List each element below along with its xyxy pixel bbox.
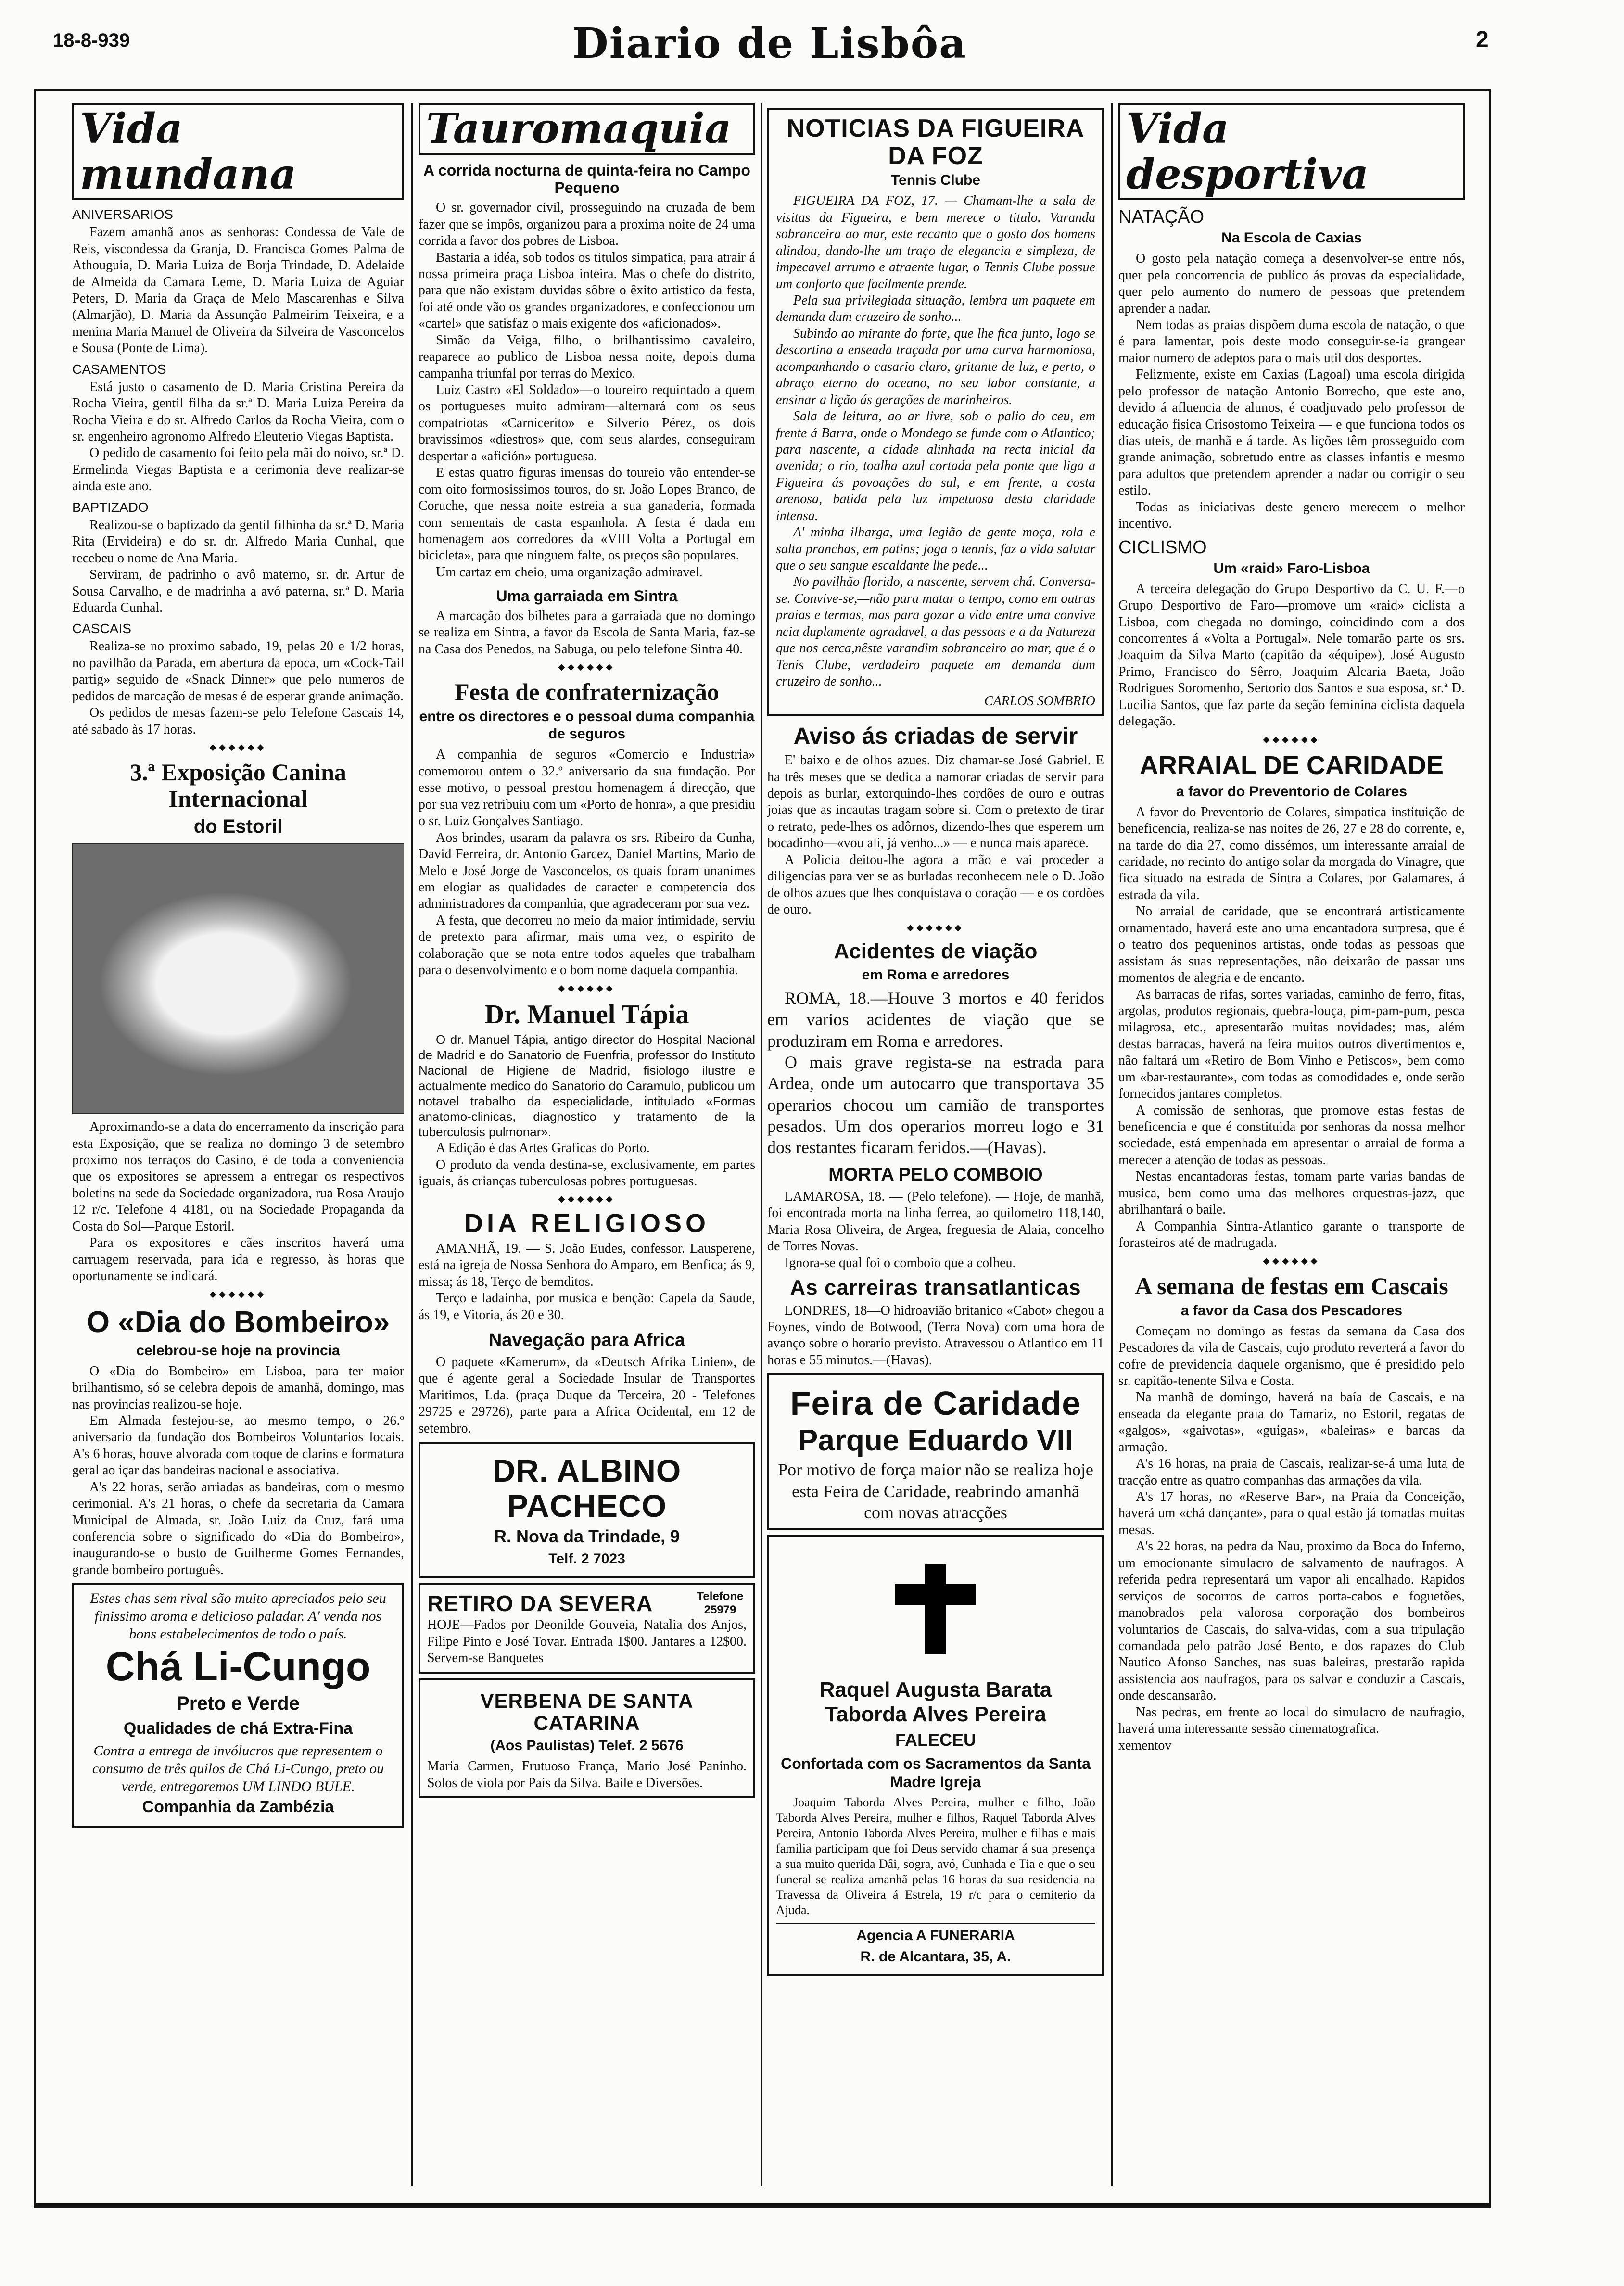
article-title: Uma garraiada em Sintra (496, 587, 678, 605)
subhead: CASCAIS (72, 621, 131, 636)
column-rule (411, 103, 413, 2186)
paragraph: No pavilhão florido, a nascente, servem chá. Conversa-se. Convive-se,—não para matar o tempo, como em outras praias e termas, mas para gozar a vida entre uma convive ncia duplamente agradavel, a das pessoas e a da Natureza que nos cerca,nêste varandim sobranceiro ao mar, que é o Tenis Clube, verdadeiro paquete em demanda dum cruzeiro de sonho... (776, 574, 1095, 689)
paragraph: No arraial de caridade, que se encontrará artisticamente ornamentado, haverá este ano uma encantadora surpresa, que é o teatro dos pequeninos artistas, onde todas as pessoas que assistam ás suas representações, não deixarão de passar uns momentos de alegria e de encanto. (1118, 904, 1465, 986)
separator: ◆◆◆◆◆◆ (558, 1194, 616, 1204)
article-title: 3.ª Exposição Canina Internacional (130, 759, 346, 813)
paragraph: Nestas encantadoras festas, tomam parte varias bandas de musica, bem como uma das melhores orquestras-jazz, que abrilhantará o baile. (1118, 1169, 1465, 1218)
paragraph: Em Almada festejou-se, ao mesmo tempo, o 26.º aniversario da fundação dos Bombeiros Voluntarios locais. A's 6 horas, houve alvorada com toque de clarins e formatura geral ao içar das bandeiras nacional e associativa. (72, 1413, 404, 1478)
section-title: Tauromaquia (419, 103, 755, 155)
subhead: CASAMENTOS (72, 361, 166, 377)
article-title: NOTICIAS DA FIGUEIRA DA FOZ (787, 114, 1085, 170)
column-vida-mundana (72, 103, 404, 2186)
ad-body: Contra a entrega de invólucros que representem o consumo de três quilos de Chá Li-Cungo, preto ou verde, entregaremos UM LINDO BULE. (92, 1742, 384, 1794)
article-title: A semana de festas em Cascais (1135, 1272, 1448, 1299)
article-title: Navegação para Africa (488, 1330, 685, 1351)
section-title: Vida mundana (72, 103, 404, 200)
subhead: CICLISMO (1118, 537, 1207, 558)
paragraph: A Edição é das Artes Graficas do Porto. (436, 1141, 650, 1156)
ad-address: R. Nova da Trindade, 9 (494, 1526, 680, 1547)
ad-quality: Qualidades de chá Extra-Fina (123, 1719, 353, 1738)
paragraph: A's 16 horas, na praia de Cascais, realizar-se-á uma luta de tracção entre as quatro companhas das armações da vila. (1118, 1456, 1465, 1488)
dog-photo (72, 843, 404, 1114)
paragraph: O pedido de casamento foi feito pela mãi do noivo, sr.ª D. Ermelinda Viegas Baptista e a cerimonia deve realizar-se ainda este ano. (72, 445, 404, 494)
paragraph: O paquete «Kamerum», da «Deutsch Afrika Linien», de que é agente geral a Sociedade Insular de Transportes Maritimos, Lda. (praça Duque da Terceira, 20 - Telefones 29725 e 29726), parte para a Africa Ocidental, em 12 de setembro. (419, 1354, 755, 1436)
article-title: O «Dia do Bombeiro» (86, 1305, 390, 1339)
paragraph: As barracas de rifas, sortes variadas, caminho de ferro, fitas, argolas, produtos regionais, quebra-louça, pim-pam-pum, pesca milagrosa, etc., apresentarão muitas novidades; mas, além destas barracas, haverá na feira muitos outros divertimentos e, não faltará um «Retiro de Bom Vinho e Petiscos», bem como um «bar-restaurante», com todas as comodidades e, onde serão fornecidos jantares completos. (1118, 987, 1465, 1102)
paragraph: E' baixo e de olhos azues. Diz chamar-se José Gabriel. E ha três meses que se dedica a namorar criadas de servir para depois as burlar, extorquindo-lhes cordões de ouro e outras joias que as incautas tragam sobre si. Com o pretexto de tirar o retrato, pede-lhes os adôrnos, dizendo-lhes que esperem um bocadinho—«vou ali, já venho...» — e nunca mais aparece. (767, 753, 1104, 851)
ad-phone: Telefone 25979 (697, 1590, 744, 1617)
paragraph: Aos brindes, usaram da palavra os srs. Ribeiro da Cunha, David Ferreira, dr. Antonio Garcez, Daniel Martins, Mario de Melo e José Jorge de Vasconcelos, os quais foram unanimes em elogiar as qualidades de caracter e competencia dos administradores da companhia, que agradeceram por sua vez. (419, 830, 755, 912)
paragraph: Subindo ao mirante do forte, que lhe fica junto, logo se descortina a enseada traçada por uma curva harmoniosa, acompanhando o casario claro, gritante de luz, e perto, o abraço eterno do oceano, no seu labor constante, a ensinar a lição ás gerações de marinheiros. (776, 326, 1095, 407)
obituary-body: Joaquim Taborda Alves Pereira, mulher e filho, João Taborda Alves Pereira, mulher e filhos, Raquel Taborda Alves Pereira, Antonio Taborda Alves Pereira, mulher e filhas e mais familia participam que foi Deus servido chamar á sua presença a sua muito querida Dâi, sogra, avó, Cunhada e Tia e que o seu funeral se realiza amanhã pelas 16 horas da sua residencia na Travessa da Oliveira á Estrela, 19 r/c para o cemiterio da Ajuda. (776, 1795, 1095, 1918)
notice-subtitle: Parque Eduardo VII (798, 1424, 1073, 1458)
paragraph: Felizmente, existe em Caxias (Lagoal) uma escola dirigida pelo professor de natação Antonio Borrecho, que este ano, devido á afluencia de alunos, é coadjuvado pelo professor de educação fisica Crisostomo Teixeira — e que funciona todos os dias uteis, de manhã e á tarde. As lições têm prosseguido com grande animação, sobretudo entre as classes infantis e mesmo para adultos que pretendem aprender a nadar ou corrigir o seu estilo. (1118, 367, 1465, 498)
paragraph: Todas as iniciativas deste genero merecem o melhor incentivo. (1118, 499, 1465, 532)
obituary-faleceu: FALECEU (895, 1730, 976, 1750)
paragraph: Serviram, de padrinho o avô materno, sr. dr. Artur de Sousa Carvalho, e de madrinha a avó paterna, sr.ª D. Maria Eduarda Cunhal. (72, 567, 404, 615)
article-subtitle: entre os directores e o pessoal duma companhia de seguros (419, 709, 755, 742)
paragraph: Os pedidos de mesas fazem-se pelo Telefone Cascais 14, até sabado às 17 horas. (72, 705, 404, 737)
column-rule (761, 103, 762, 2186)
paragraph: O gosto pela natação começa a desenvolver-se entre nós, quer pela concorrencia de publico ás provas da especialidade, quer pelo aumento do numero de pessoas que pretendem aprender a nadar. (1118, 251, 1465, 316)
column-vida-desportiva (1118, 103, 1465, 2186)
paragraph: A marcação dos bilhetes para a garraiada que no domingo se realiza em Sintra, a favor da Escola de Santa Maria, faz-se na Casa dos Penedos, na Sabuga, ou pelo telefone Sintra 40. (419, 609, 755, 657)
paragraph: Na manhã de domingo, haverá na baía de Cascais, e na enseada da elegante praia do Tamariz, no Estoril, regatas de «galgos», «gaivotas», «guigas», «baleiras» e barcas da armação. (1118, 1390, 1465, 1455)
paragraph: A festa, que decorreu no meio da maior intimidade, serviu de pretexto para afirmar, mais uma vez, o espirito de colaboração que se nota entre todos aqueles que trabalham para o desenvolvimento e o bom nome daquela companhia. (419, 913, 755, 978)
paragraph: FIGUEIRA DA FOZ, 17. — Chamam-lhe a sala de visitas da Figueira, e bem merece o titulo. Varanda sobranceira ao mar, este recanto que o gosto dos homens alindou, dando-lhe um traço de elegancia e simpleza, de impecavel arrumo e atraente lugar, o Tennis Clube possue um conforto que facilmente prende. (776, 193, 1095, 292)
feira-caridade-notice (767, 1373, 1104, 1530)
separator: ◆◆◆◆◆◆ (209, 742, 267, 752)
paragraph: LONDRES, 18—O hidroavião britanico «Cabot» chegou a Foynes, vindo de Botwood, (Terra Nova) com uma hora de avanço sobre o horario previsto. Atravessou o Atlantico em 11 horas e 55 minutos.—(Havas). (767, 1303, 1104, 1368)
column-noticias (767, 103, 1104, 2186)
paragraph: Realizou-se o baptizado da gentil filhinha da sr.ª D. Maria Rita (Ervideira) e do sr. dr. Alfredo Maria Cunhal, que recebeu o nome de Ana Maria. (72, 517, 404, 566)
separator: ◆◆◆◆◆◆ (1263, 1256, 1320, 1266)
figueira-article (767, 108, 1104, 716)
ad-intro: Estes chas sem rival são muito apreciados pelo seu finissimo aroma e delicioso paladar. A' venda nos bons estabelecimentos de todo o país. (90, 1590, 386, 1642)
article-subtitle: a favor do Preventorio de Colares (1176, 783, 1408, 800)
ad-company: Companhia da Zambézia (142, 1798, 334, 1816)
paragraph: O sr. governador civil, prosseguindo na cruzada de bem fazer que se impôs, organizou para a proxima noite de 24 uma corrida a favor dos pobres de Lisboa. (419, 200, 755, 249)
verbena-ad (419, 1678, 755, 1798)
signature: xementov (1118, 1738, 1172, 1753)
paragraph: A's 22 horas, serão arriadas as bandeiras, com o mesmo cerimonial. A's 21 horas, o chefe da secretaria da Camara Municipal de Almada, sr. João Luiz da Cruz, fará uma conferencia sobre o significado do «Dia do Bombeiro», inaugurando-se o busto de Guilherme Gomes Fernandes, grande bombeiro português. (72, 1479, 404, 1577)
notice-body: Por motivo de força maior não se realiza hoje esta Feira de Caridade, reabrindo amanhã com novas atracções (778, 1460, 1093, 1522)
article-title: ARRAIAL DE CARIDADE (1139, 750, 1444, 780)
paragraph: A companhia de seguros «Comercio e Industria» comemorou ontem o 32.º aniversario da sua fundação. Por esse motivo, o pessoal prestou homenagem á direcção, que por sua vez retribuiu com um «Porto de honra», a que presidiu o sr. Luiz Gonçalves Santiago. (419, 747, 755, 829)
paragraph: O produto da venda destina-se, exclusivamente, em partes iguais, ás crianças tuberculosas pobres portuguesas. (419, 1157, 755, 1189)
ad-title: Chá Li-Cungo (105, 1643, 371, 1689)
newspaper-title: Diario de Lisbôa (572, 19, 967, 68)
signature: CARLOS SOMBRIO (984, 693, 1095, 709)
deceased-name: Raquel Augusta Barata Taborda Alves Pereira (819, 1678, 1052, 1726)
paragraph: A' minha ilharga, uma legião de gente moça, rola e salta pranchas, em patins; joga o tennis, faz a vida salutar que o seu sangue escaldante lhe pede... (776, 525, 1095, 573)
paragraph: O «Dia do Bombeiro» em Lisboa, para ter maior brilhantismo, só se celebra depois de amanhã, domingo, mas nas provincias realizou-se hoje. (72, 1363, 404, 1412)
article-subtitle: celebrou-se hoje na provincia (136, 1342, 340, 1359)
tea-advertisement (72, 1583, 404, 1828)
page-number: 2 (1476, 27, 1489, 52)
paragraph: A's 22 horas, na pedra da Nau, proximo da Boca do Inferno, um emocionante simulacro de salvamento de naufragos. A referida pedra representará um vapor ali encalhado. Rapidos serviços de socorros de carros porta-cabos e foguetões, manobrados pela valorosa corporação dos bombeiros voluntarios de Cascais, do salva-vidas, com a sua tripulação comandada pelo patrão José Bento, e dos rapazes do Club Nautico Afonso Sanches, nas suas baleiras, prestarão rapida assistencia aos naufragos, para os salvar e conduzir a Cascais, onde descansarão. (1118, 1539, 1465, 1703)
article-title: Dr. Manuel Tápia (484, 999, 689, 1029)
paragraph: Realiza-se no proximo sabado, 19, pelas 20 e 1/2 horas, no pavilhão da Parada, em abertura da epoca, um «Cock-Tail partig» seguido de «Snack Dinner» que pelo numeros de pedidos de marcação de mesas é de esperar grande animação. (72, 639, 404, 704)
funeral-agency-address: R. de Alcantara, 35, A. (860, 1949, 1011, 1965)
paragraph: A comissão de senhoras, que promove estas festas de beneficencia e que é constituida por senhoras da nossa melhor sociedade, está empenhada em apresentar o arraial de forma a merecer a atenção de todas as pessoas. (1118, 1103, 1465, 1168)
separator: ◆◆◆◆◆◆ (1263, 734, 1320, 744)
paragraph: Luiz Castro «El Soldado»—o toureiro requintado a quem os portugueses muito admiram—alternará com os seus compatriotas «Carnicerito» e Silverio Pérez, os dois bravissimos «diestros» que, com seus alardes, conseguiram despertar a «afición» portuguesa. (419, 382, 755, 464)
albino-pacheco-ad (419, 1442, 755, 1578)
paragraph: O mais grave regista-se na estrada para Ardea, onde um autocarro que transportava 35 operarios chocou um camião de transportes pesados. Um dos operarios morreu logo e 31 dos restantes ficaram feridos.—(Havas). (767, 1053, 1104, 1157)
paragraph: Aproximando-se a data do encerramento da inscrição para esta Exposição, que se realiza no domingo 3 de setembro proximo nos terraços do Casino, é de toda a conveniencia que os expositores se apressem a entregar os respectivos boletins na sede da Sociedade organizadora, rua Rosa Araujo 12 r/c. Telefone 4 4181, ou na Sociedade Propaganda da Costa do Sol—Parque Estoril. (72, 1119, 404, 1234)
article-subtitle: Um «raid» Faro-Lisboa (1213, 560, 1370, 576)
paragraph: O dr. Manuel Tápia, antigo director do Hospital Nacional de Madrid e do Sanatorio de Fuenfria, professor do Instituto Nacional de Higiene de Madrid, fisiologo ilustre e actualmente medico do Sanatorio do Caramulo, publicou um notavel trabalho da especialidade, intitulado «Formas anatomo-clinicas, diagnostico y tratamento de la tuberculosis pulmonar». (419, 1032, 755, 1140)
article-subtitle: do Estoril (193, 816, 283, 838)
bottom-rule (34, 2206, 1491, 2208)
section-title: Vida desportiva (1118, 103, 1465, 200)
ad-body: HOJE—Fados por Deonilde Gouveia, Natalia dos Anjos, Filipe Pinto e José Tovar. Entrada 1$00. Jantares a 12$00. Servem-se Banquetes (427, 1617, 747, 1666)
paragraph: A terceira delegação do Grupo Desportivo da C. U. F.—o Grupo Desportivo de Faro—promove um «raid» ciclista a Lisboa, com chegada no domingo, coincidindo com a dos concorrentes á «Volta a Portugal». Nele tomarão parte os srs. Joaquim da Silva Marto (capitão da «équipe»), José Augusto Primo, Francisco do Sêrro, Joaquim Alcaria Baeta, João Rodrigues Soromenho, Sertorio dos Santos e sua esposa, sr.ª D. Lucilia Santos, que faz parte da seção feminina ciclista daquela delegação. (1118, 581, 1465, 729)
article-title: A corrida nocturna de quinta-feira no Campo Pequeno (423, 161, 750, 197)
article-title: Aviso ás criadas de servir (793, 723, 1078, 749)
ad-title: DR. ALBINO PACHECO (492, 1453, 682, 1524)
separator: ◆◆◆◆◆◆ (558, 983, 616, 993)
paragraph: A's 17 horas, no «Reserve Bar», na Praia da Conceição, haverá um «chá dançante», para o qual estão já tomadas muitas mesas. (1118, 1489, 1465, 1537)
paragraph: AMANHÃ, 19. — S. João Eudes, confessor. Lausperene, está na igreja de Nossa Senhora do Amparo, em Benfica; ás 9, missa; ás 18, Terço de bemditos. (419, 1241, 755, 1289)
article-subtitle: Na Escola de Caxias (1221, 230, 1362, 246)
article-subtitle: em Roma e arredores (862, 967, 1010, 983)
separator: ◆◆◆◆◆◆ (209, 1289, 267, 1299)
paragraph: Para os expositores e cães inscritos haverá uma carruagem reservada, para ida e regresso, às horas que oportunamente se indicará. (72, 1235, 404, 1284)
obituary-notice (767, 1535, 1104, 1976)
paragraph: Um cartaz em cheio, uma organização admiravel. (436, 564, 703, 580)
paragraph: A Companhia Sintra-Atlantico garante o transporte de forasteiros até de madrugada. (1118, 1219, 1465, 1251)
article-title: Festa de confraternização (455, 678, 719, 706)
subhead: BAPTIZADO (72, 499, 149, 515)
separator: ◆◆◆◆◆◆ (907, 922, 964, 932)
paragraph: Pela sua privilegiada situação, lembra um paquete em demanda dum cruzeiro de sonho... (776, 293, 1095, 325)
paragraph: Fazem amanhã anos as senhoras: Condessa de Vale de Reis, viscondessa da Granja, D. Francisca Gomes Palma de Athouguia, D. Maria Luiza de Borja Trindade, D. Adelaide de Almeida da Camara Leme, D. Maria Luiza de Aguiar Peters, D. Maria da Graça de Melo Mascarenhas e Silva (Almarjão), D. Maria da Assunção Palmeirim Teixeira, e a menina Maria Manuel de Oliveira da Silveira de Vasconcelos e Sousa (Ponte de Lima). (72, 225, 404, 356)
obituary-confortada: Confortada com os Sacramentos da Santa Madre Igreja (781, 1754, 1091, 1791)
paragraph: Terço e ladainha, por musica e benção: Capela da Saude, ás 19, e Vitoria, ás 20 e 30. (419, 1291, 755, 1322)
ad-body: Maria Carmen, Frutuoso França, Mario José Paninho. Solos de viola por Pais da Silva. Baile e Diversões. (427, 1759, 747, 1791)
paragraph: Ignora-se qual foi o comboio que a colheu. (785, 1255, 1016, 1270)
paragraph: LAMAROSA, 18. — (Pelo telefone). — Hoje, de manhã, foi encontrada morta na linha ferrea, ao quilometro 118,140, Maria Rosa Oliveira, de Argea, freguesia de Alaia, concelho de Torres Novas. (767, 1189, 1104, 1254)
cross-icon (863, 1546, 1008, 1671)
column-tauromaquia (419, 103, 755, 2186)
ad-title: RETIRO DA SEVERA (427, 1591, 653, 1616)
paragraph: Nem todas as praias dispõem duma escola de natação, o que é para lamentar, pois deste modo conseguir-se-ia grangear maior numero de adeptos para o mais util dos desportes. (1118, 317, 1465, 366)
paragraph: Sala de leitura, ao ar livre, sob o palio do ceu, em frente á Barra, onde o Mondego se funde com o Atlantico; para nascente, a cidade alinhada na recta inicial da avenida; o rio, toalha azul cortada pela ponte que liga a Figueira ás povoações do sul, e em frente, a costa arenosa, batida pela luz impetuosa desta claridade intensa. (776, 409, 1095, 523)
article-subtitle: Tennis Clube (890, 172, 981, 189)
article-subtitle: a favor da Casa dos Pescadores (1180, 1302, 1403, 1319)
ad-subtitle: Preto e Verde (177, 1692, 300, 1714)
notice-title: Feira de Caridade (790, 1384, 1081, 1422)
column-rule (1111, 103, 1113, 2186)
paragraph: Simão da Veiga, filho, o brilhantissimo cavaleiro, reaparece ao publico de Lisboa nessa noite, depois duma campanha triunfal por terras do Mexico. (419, 332, 755, 381)
ad-phone: Telf. 2 7023 (548, 1551, 625, 1567)
paragraph: A favor do Preventorio de Colares, simpatica instituição de beneficencia, realiza-se nas noites de 26, 27 e 28 do corrente, e, na tarde do dia 27, como dissémos, um interessante arraial de caridade, no recinto do antigo solar da morgada do Vinagre, que fica situado na estrada de Sintra a Colares, por Galamares, á estrada da vila. (1118, 804, 1465, 902)
paragraph: Começam no domingo as festas da semana da Casa dos Pescadores da vila de Cascais, cujo produto reverterá a favor do cofre de previdencia daquele organismo, que é presidido pelo sr. capitão-tenente Silva e Costa. (1118, 1323, 1465, 1388)
article-title: DIA RELIGIOSO (464, 1208, 710, 1238)
article-title: As carreiras transatlanticas (790, 1276, 1081, 1300)
separator: ◆◆◆◆◆◆ (558, 662, 616, 672)
subhead: ANIVERSARIOS (72, 207, 174, 222)
article-title: MORTA PELO COMBOIO (828, 1165, 1043, 1185)
subhead: NATAÇÃO (1118, 207, 1205, 228)
issue-date: 18-8-939 (53, 30, 130, 51)
paragraph: Bastaria a idéa, sob todos os titulos simpatica, para atrair á nossa primeira praça Lisboa inteira. Mas o chefe do distrito, para que não existam duvidas sôbre o êxito artistico da festa, foi até onde vão os grandes organizadores, e confeccionou um «cartel» que satisfaz o mais exigente dos «aficionados». (419, 250, 755, 331)
funeral-agency: Agencia A FUNERARIA (776, 1923, 1095, 1944)
retiro-severa-ad (419, 1583, 755, 1673)
paragraph: Está justo o casamento de D. Maria Cristina Pereira da Rocha Vieira, gentil filha da sr.ª D. Maria Luiza Pereira da Rocha Vieira e do sr. Alfredo Carlos da Rocha Vieira, com o sr. engenheiro agronomo Alfredo Eleuterio Viegas Baptista. (72, 379, 404, 444)
article-title: Acidentes de viação (834, 939, 1038, 963)
paragraph: ROMA, 18.—Houve 3 mortos e 40 feridos em varios acidentes de viação que se produziram em Roma e arredores. (767, 989, 1104, 1051)
ad-subtitle: (Aos Paulistas) Telef. 2 5676 (490, 1738, 684, 1754)
paragraph: E estas quatro figuras imensas do toureio vão entender-se com oito formosissimos touros, do sr. João Lopes Branco, de Coruche, que nessa noite estreia a sua ganaderia, formada com sementais de casta espanhola. A festa é dada em homenagem aos corredores da «VIII Volta a Portugal em bicicleta», para que ninguem falte, os preços são populares. (419, 465, 755, 563)
paragraph: A Policia deitou-lhe agora a mão e vai proceder a diligencias para ver se as burladas reconhecem nele o D. João de olhos azues que lhes conquistava o coração — e os cordões de ouro. (767, 852, 1104, 917)
paragraph: Nas pedras, em frente ao local do simulacro de naufragio, haverá uma interessante sessão cinematografica. (1118, 1704, 1465, 1737)
ad-title: VERBENA DE SANTA CATARINA (480, 1689, 694, 1734)
